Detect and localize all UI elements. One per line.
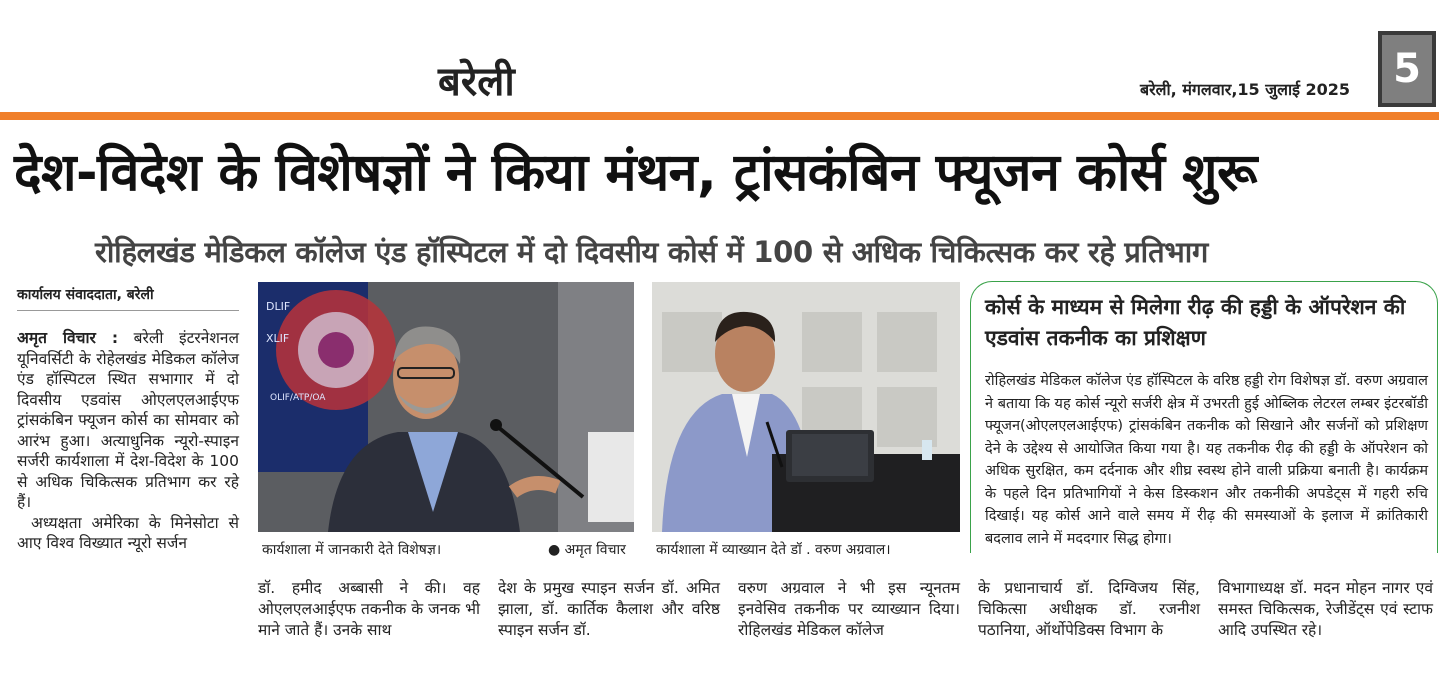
byline: कार्यालय संवाददाता, बरेली [17, 287, 154, 303]
photo-expert-illustration [258, 282, 634, 532]
article-headline: देश-विदेश के विशेषज्ञों ने किया मंथन, ट्रांसकंबिन फ्यूजन कोर्स शुरू [14, 143, 1257, 203]
photo-varun-agrawal-lecture [652, 282, 960, 532]
screen-label-xlif: XLIF [266, 332, 290, 345]
paragraph-2-start: अध्यक्षता अमेरिका के मिनेसोटा से आए विश्व विख्यात न्यूरो सर्जन [17, 513, 239, 552]
dateline: बरेली, मंगलवार,15 जुलाई 2025 [1140, 80, 1351, 99]
byline-rule [17, 310, 239, 311]
sidebar-title: कोर्स के माध्यम से मिलेगा रीढ़ की हड्डी के ऑपरेशन की एडवांस तकनीक का प्रशिक्षण [985, 295, 1406, 350]
photo-credit: ● अमृत विचार [548, 542, 626, 558]
page-number-box: 5 [1378, 31, 1436, 107]
article-column-6: विभागाध्यक्ष डॉ. मदन मोहन नागर एवं समस्त चिकित्सक, रेजीडेंट्स एवं स्टाफ आदि उपस्थित रहे। [1218, 579, 1433, 639]
orange-divider [0, 112, 1439, 120]
article-column-4: वरुण अग्रवाल ने भी इस न्यूनतम इनवेसिव तकनीक पर व्याख्यान दिया। रोहिलखंड मेडिकल कॉलेज [738, 579, 960, 639]
photo-expert-speaking [258, 282, 634, 532]
sidebar-body: रोहिलखंड मेडिकल कॉलेज एंड हॉस्पिटल के वरिष्ठ हड्डी रोग विशेषज्ञ डॉ. वरुण अग्रवाल ने बताया कि यह कोर्स न्यूरो सर्जरी क्षेत्र में उभरती हुई ओब्लिक लेटरल लम्बर इंटरबॉडी फ्यूजन(ओएलएलआईएफ) ट्रांसकंबिन तकनीक को सिखाने और सर्जनों को प्रशिक्षण देने के उद्देश्य से आयोजित किया गया है। यह तकनीक रीढ़ की हड्डी के ऑपरेशन को अधिक सुरक्षित, कम दर्दनाक और शीघ्र स्वस्थ होने वाली प्रक्रिया बनाती है। कार्यक्रम के पहले दिन प्रतिभागियों ने केस डिस्कशन और तकनीकी अपडेट्स में गहरी रुचि दिखाई। यह कोर्स आने वाले समय में रीढ़ की समस्याओं के इलाज में क्रांतिकारी बदलाव लाने में मददगार सिद्ध होगा। [985, 373, 1428, 547]
section-city-name: बरेली [438, 59, 515, 105]
screen-label-dlif: DLIF [266, 300, 291, 313]
photo1-caption: कार्यशाला में जानकारी देते विशेषज्ञ। [262, 542, 442, 558]
photo-lecture-illustration [652, 282, 960, 532]
article-lead-column [17, 328, 239, 554]
article-subheadline: रोहिलखंड मेडिकल कॉलेज एंड हॉस्पिटल में दो दिवसीय कोर्स में 100 से अधिक चिकित्सक कर रहे प्रतिभाग [95, 235, 1208, 269]
article-column-5: के प्रधानाचार्य डॉ. दिग्विजय सिंह, चिकित्सा अधीक्षक डॉ. रजनीश पठानिया, ऑर्थोपेडिक्स विभाग के [978, 579, 1200, 639]
screen-label-olif: OLIF/ATP/OA [270, 393, 326, 403]
article-column-2: डॉ. हमीद अब्बासी ने की। वह ओएलएलआईएफ तकनीक के जनक भी माने जाते हैं। उनके साथ [258, 579, 480, 639]
photo2-caption: कार्यशाला में व्याख्यान देते डॉ . वरुण अग्रवाल। [656, 542, 891, 558]
lead-text: बरेली इंटरनेशनल यूनिवर्सिटी के रोहेलखंड मेडिकल कॉलेज एंड हॉस्पिटल स्थित सभागार में दो दिवसीय एडवांस ओएलएलआईएफ ट्रांसकंबिन फ्यूजन कोर्स का सोमवार को आरंभ हुआ। अत्याधुनिक न्यूरो-स्पाइन सर्जरी कार्यशाला में देश-विदेश के 100 से अधिक चिकित्सक प्रतिभाग कर रहे हैं। [17, 329, 239, 511]
article-column-3: देश के प्रमुख स्पाइन सर्जन डॉ. अमित झाला, डॉ. कार्तिक कैलाश और वरिष्ठ स्पाइन सर्जन डॉ. [498, 579, 720, 639]
lead-source: अमृत विचार : [17, 329, 119, 347]
